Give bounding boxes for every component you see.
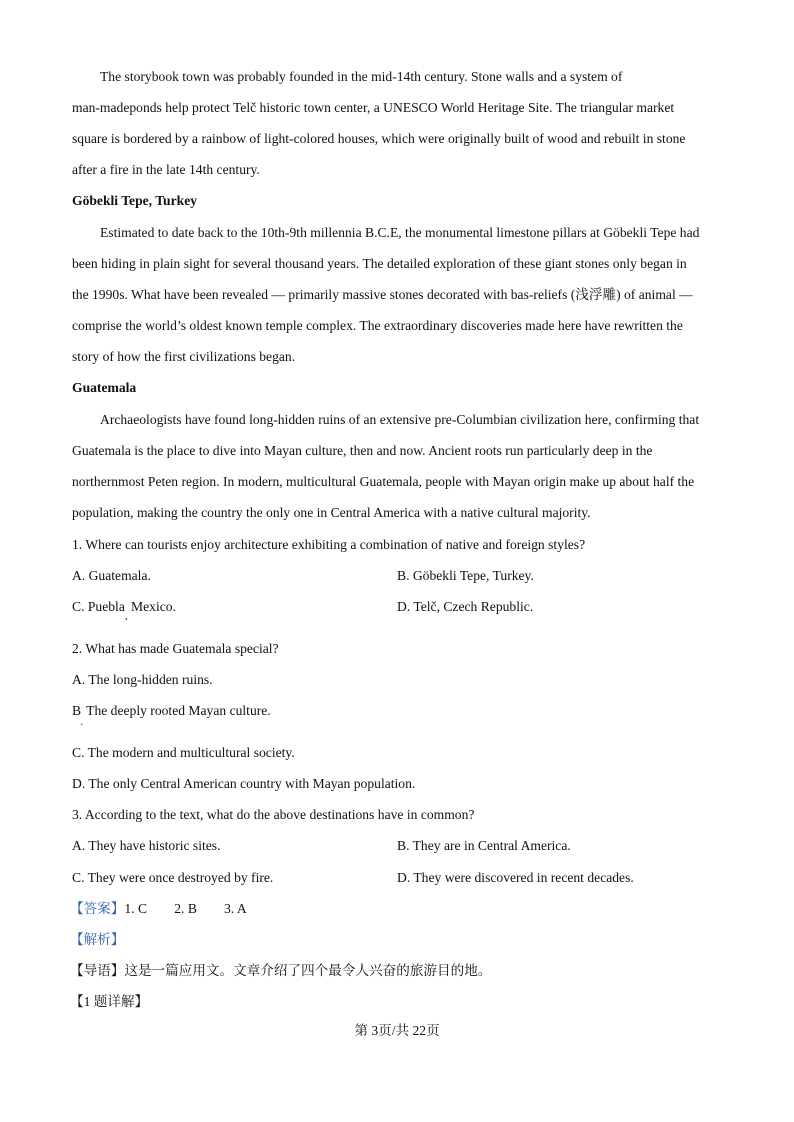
question-3-option-a: A. They have historic sites. — [72, 838, 221, 853]
question-1-option-d: D. Telč, Czech Republic. — [397, 599, 534, 614]
page-number: 第 3页/共 22页 — [354, 1023, 440, 1038]
question-2-option-b-text: The deeply rooted Mayan culture. — [86, 703, 271, 718]
question-2-option-a: A. The long-hidden ruins. — [72, 672, 213, 687]
question-1-option-c — [72, 598, 176, 622]
section-heading-guatemala: Guatemala — [72, 380, 137, 395]
question-2-option-b-letter: B — [72, 703, 82, 718]
guide-text: 这是一篇应用文。文章介绍了四个最令人兴奋的旅游目的地。 — [124, 963, 492, 978]
passage-p2-line-5: story of how the first civilizations began. — [72, 349, 296, 364]
passage-p2-line-4: comprise the world’s oldest known temple complex. The extraordinary discoveries made here have rewritten the — [72, 318, 683, 333]
answer-values: 1. C 2. B 3. A — [124, 901, 247, 916]
passage-p1-line-1: The storybook town was probably founded in the mid-14th century. Stone walls and a system of — [100, 69, 623, 84]
question-1-option-a: A. Guatemala. — [72, 568, 151, 583]
section-heading-gobekli-tepe: Göbekli Tepe, Turkey — [72, 193, 198, 208]
question-2-option-d: D. The only Central American country with Mayan population. — [72, 776, 416, 791]
passage-p1-line-4: after a fire in the late 14th century. — [72, 162, 260, 177]
answer-label: 【答案】 — [70, 901, 125, 916]
passage-p2-line-1: Estimated to date back to the 10th-9th millennia B.C.E, the monumental limestone pillars at Göbekli Tepe had — [100, 225, 700, 240]
answer-line — [70, 900, 247, 918]
passage-p3-line-4: population, making the country the only one in Central America with a native cultural majority. — [72, 505, 591, 520]
question-1-option-c-part2: Mexico. — [131, 599, 176, 614]
question-1-option-c-mark: , — [124, 610, 128, 622]
passage-p1-line-2: man-madeponds help protect Telč historic town center, a UNESCO World Heritage Site. The triangular market — [72, 100, 675, 115]
question-2-option-c: C. The modern and multicultural society. — [72, 745, 295, 760]
detail-1-label: 【1 题详解】 — [70, 994, 149, 1009]
question-1-option-c-part1: C. Puebla — [72, 599, 125, 614]
passage-p3-line-3: northernmost Peten region. In modern, multicultural Guatemala, people with Mayan origin make up about half the — [72, 474, 695, 489]
passage-p2-line-2: been hiding in plain sight for several thousand years. The detailed exploration of these giant stones only began in — [72, 256, 687, 271]
passage-p1-line-3: square is bordered by a rainbow of light-colored houses, which were originally built of wood and rebuilt in stone — [72, 131, 686, 146]
passage-p3-line-2: Guatemala is the place to dive into Mayan culture, then and now. Ancient roots run particularly deep in the — [72, 443, 653, 458]
question-2-option-b — [72, 702, 271, 728]
question-2-stem: 2. What has made Guatemala special? — [72, 641, 279, 656]
question-2-option-b-mark: . — [80, 717, 83, 728]
passage-p2-line-3: the 1990s. What have been revealed — primarily massive stones decorated with bas-reliefs (浅浮雕) of animal — — [72, 287, 693, 302]
question-3-option-b: B. They are in Central America. — [397, 838, 571, 853]
passage-p3-line-1: Archaeologists have found long-hidden ruins of an extensive pre-Columbian civilization here, confirming that — [100, 412, 700, 427]
guide-label: 【导语】 — [70, 963, 125, 978]
question-3-option-d: D. They were discovered in recent decades. — [397, 870, 634, 885]
question-1-stem: 1. Where can tourists enjoy architecture exhibiting a combination of native and foreign styles? — [72, 537, 586, 552]
question-3-stem: 3. According to the text, what do the above destinations have in common? — [72, 807, 475, 822]
analysis-label: 【解析】 — [70, 932, 125, 947]
question-1-option-b: B. Göbekli Tepe, Turkey. — [397, 568, 534, 583]
guide-line — [70, 962, 491, 980]
question-3-option-c: C. They were once destroyed by fire. — [72, 870, 274, 885]
